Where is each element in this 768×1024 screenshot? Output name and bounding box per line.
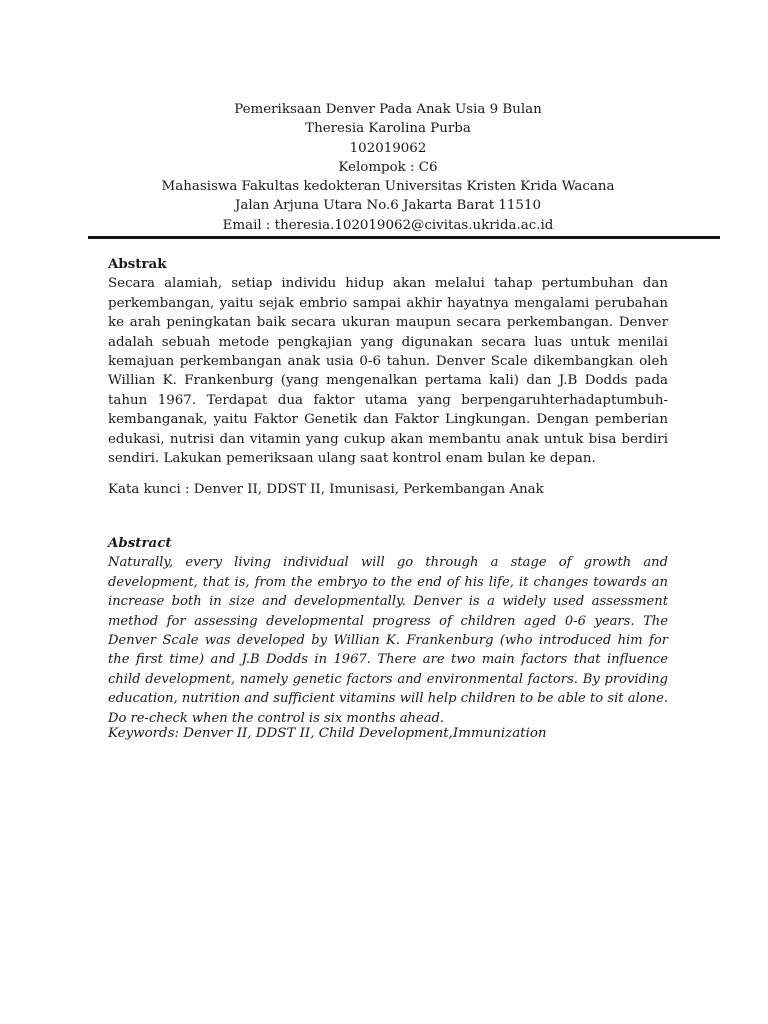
student-id: 102019062 [349,140,427,156]
address: Jalan Arjuna Utara No.6 Jakarta Barat 11510 [235,198,541,214]
abstract-text: Naturally, every living individual will go through a stage of growth and development, that is, from the embryo to the end of his life, it changes towards an increase both in size and developmentally. Denver is a widely used assessment method for assessing developmental progress of children aged 0-6 years. The Denver Scale was developed by Willian K. Frankenburg (who introduced him for the first time) and J.B Dodds in 1967. There are two main factors that influence child development, namely genetic factors and environmental factors. By providing education, nutrition and sufficient vitamins will help children to be able to sit alone. Do re-check when the control is six months ahead. [108,555,668,726]
abstrak-heading: Abstrak [108,256,167,272]
author-name: Theresia Karolina Purba [305,121,471,137]
abstract-heading: Abstract [108,535,172,551]
abstrak-section [108,255,668,468]
paper-title: Pemeriksaan Denver Pada Anak Usia 9 Bulan [234,102,542,117]
affiliation: Mahasiswa Fakultas kedokteran Universitas Kristen Krida Wacana [161,179,615,195]
abstract-section [108,534,668,728]
abstrak-text: Secara alamiah, setiap individu hidup akan melalui tahap pertumbuhan dan perkembangan, yaitu sejak embrio sampai akhir hayatnya mengalami perubahan ke arah peningkatan baik secara ukuran maupun secara perkembangan. Denver adalah sebuah metode pengkajian yang digunakan secara luas untuk menilai kemajuan perkembangan anak usia 0-6 tahun. Denver Scale dikembangkan oleh Willian K. Frankenburg (yang mengenalkan pertama kali) dan J.B Dodds pada tahun 1967. Terdapat dua faktor utama yang berpengaruhterhadaptumbuh-kembanganak, yaitu Faktor Genetik dan Faktor Lingkungan. Dengan pemberian edukasi, nutrisi dan vitamin yang cukup akan membantu anak untuk bisa berdiri sendiri. Lakukan pemeriksaan ulang saat kontrol enam bulan ke depan. [108,276,668,467]
abstract-keywords: Keywords: Denver II, DDST II, Child Development,Immunization [108,726,547,741]
group-label: Kelompok : C6 [338,159,438,175]
paper-header [88,100,688,235]
abstrak-keywords: Kata kunci : Denver II, DDST II, Imunisasi, Perkembangan Anak [108,482,544,497]
email: Email : theresia.102019062@civitas.ukrida.ac.id [222,217,554,233]
header-divider [88,236,720,239]
